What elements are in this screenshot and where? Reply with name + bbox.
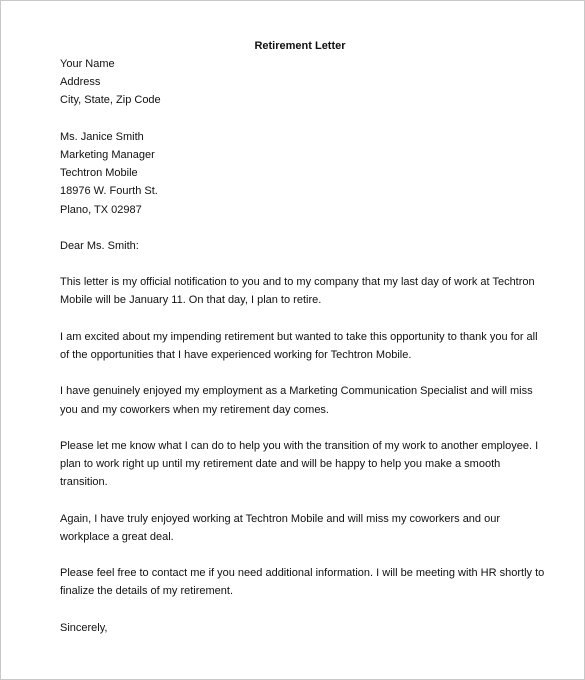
paragraph-line: transition.	[60, 476, 108, 489]
paragraph-line: I am excited about my impending retirement but wanted to take this opportunity to thank you for all	[60, 330, 538, 343]
paragraph-line: Please let me know what I can do to help you with the transition of my work to another employee. I	[60, 439, 539, 452]
recipient-title: Marketing Manager	[60, 148, 155, 161]
paragraph-line: I have genuinely enjoyed my employment as a Marketing Communication Specialist and will miss	[60, 385, 533, 398]
paragraph-line: workplace a great deal.	[60, 530, 174, 543]
recipient-address	[60, 128, 540, 219]
letter-title: Retirement Letter	[254, 40, 346, 52]
sender-address	[60, 55, 540, 110]
body-paragraph	[60, 328, 540, 364]
body-paragraph	[60, 382, 540, 418]
paragraph-line: you and my coworkers when my retirement day comes.	[60, 403, 329, 416]
recipient-street: 18976 W. Fourth St.	[60, 185, 158, 198]
salutation-text: Dear Ms. Smith:	[60, 239, 139, 252]
paragraph-line: This letter is my official notification to you and to my company that my last day of work at Techtron	[60, 276, 535, 289]
paragraph-line: Again, I have truly enjoyed working at Techtron Mobile and will miss my coworkers and our	[60, 512, 500, 525]
body-paragraph	[60, 273, 540, 309]
salutation	[60, 237, 540, 255]
recipient-name: Ms. Janice Smith	[60, 130, 144, 143]
sender-city: City, State, Zip Code	[60, 94, 161, 107]
paragraph-line: finalize the details of my retirement.	[60, 585, 234, 598]
body-paragraph	[60, 510, 540, 546]
paragraph-line: of the opportunities that I have experienced working for Techtron Mobile.	[60, 349, 412, 361]
recipient-company: Techtron Mobile	[60, 167, 138, 180]
closing: Sincerely,	[60, 621, 108, 634]
body-paragraph	[60, 437, 540, 492]
paragraph-line: plan to work right up until my retirement date and will be happy to help you make a smooth	[60, 458, 501, 471]
sender-name: Your Name	[60, 58, 115, 70]
letter-content	[60, 37, 545, 637]
body-paragraph	[60, 564, 545, 600]
sender-street: Address	[60, 76, 101, 89]
recipient-city: Plano, TX 02987	[60, 203, 142, 216]
paragraph-line: Mobile will be January 11. On that day, I plan to retire.	[60, 294, 322, 307]
paragraph-line: Please feel free to contact me if you need additional information. I will be meeting with HR shortly to	[60, 567, 545, 580]
